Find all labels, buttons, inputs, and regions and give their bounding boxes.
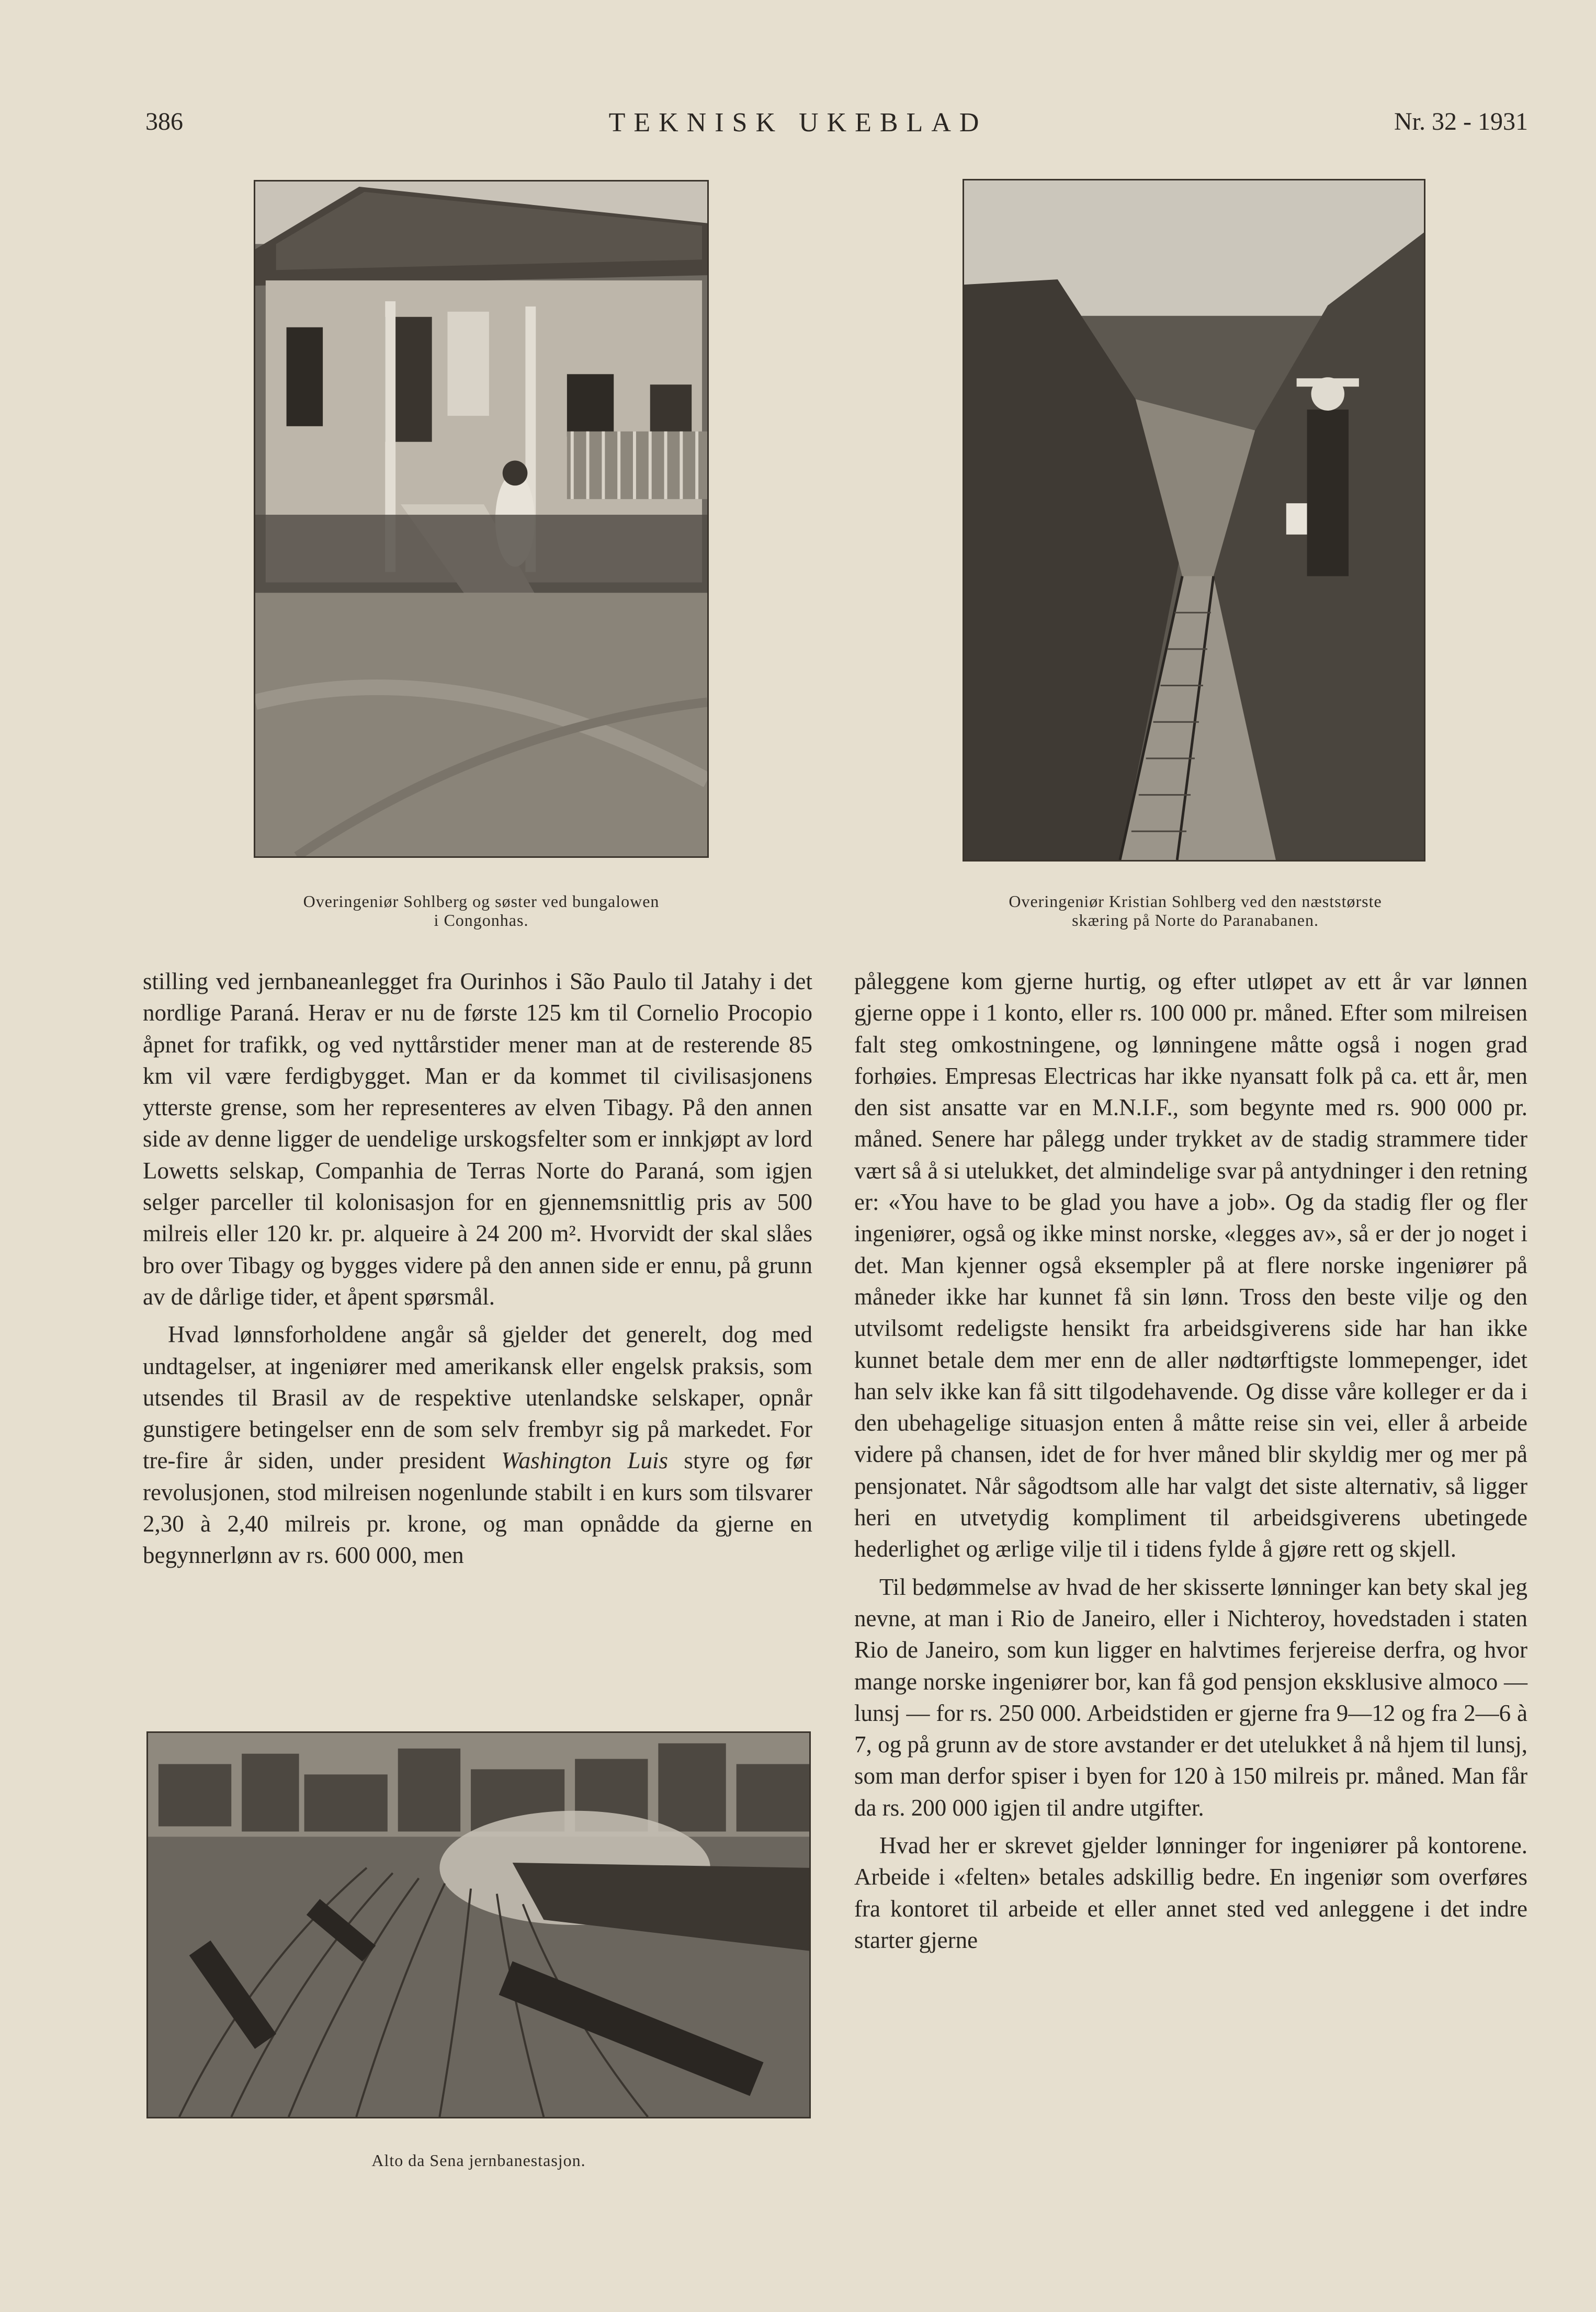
right-text-column [854,966,1527,1956]
caption-railway-station: Alto da Sena jernbanestasjon. [371,2151,586,2170]
running-header [0,107,1596,149]
left-paragraph-2 [143,1319,812,1571]
caption-rock-cutting [931,892,1459,930]
caption-bungalow [230,892,732,930]
issue-label: Nr. 32 - 1931 [1394,108,1528,135]
right-paragraph-3: Hvad her er skrevet gjelder lønninger for ingeniører på kontorene. Arbeide i «felten» betales adskillig bedre. En ingeniør som overføres fra kontoret til arbeide et eller annet sted ved anleggene i det indre starter gjerne [854,1832,1527,1953]
caption-bungalow-line1: Overingeniør Sohlberg og søster ved bungalowen [303,892,660,911]
photo-bungalow [254,180,709,858]
left-text-column [143,966,812,1571]
right-paragraph-2: Til bedømmelse av hvad de her skisserte lønninger kan bety skal jeg nevne, at man i Rio de Janeiro, eller i Nichteroy, hovedstaden i staten Rio de Janeiro, som kun ligger en halvtimes ferjereise derfra, og hvor mange norske ingeniører bor, kan få god pensjon eksklusive almoco — lunsj — for rs. 250 000. Arbeidstiden er gjerne fra 9—12 og fra 2—6 à 7, og på grunn av de store avstander er det utelukket å nå hjem til lunsj, som man derfor spiser i byen for 120 à 150 milreis pr. måned. Man får da rs. 200 000 igjen til andre utgifter. [854,1573,1527,1821]
page-number: 386 [145,108,183,135]
left-paragraph-2-part2: styre og før revolusjonen, stod milreisen nogenlunde stabilt i en kurs som tilsvarer 2,30 à 2,40 milreis pr. krone, og man opnådde da gjerne en begynnerlønn av rs. 600 000, men [143,1447,812,1569]
right-paragraph-1: påleggene kom gjerne hurtig, og efter utløpet av ett år var lønnen gjerne oppe i 1 konto, eller rs. 100 000 pr. måned. Efter som milreisen falt steg omkostningene, og lønningene måtte også i nogen grad forhøies. Empresas Electricas har ikke nyansatt folk på ca. ett år, men den sist ansatte var en M.N.I.F., som begynte med rs. 900 000 pr. måned. Senere har pålegg under trykket av de stadig strammere tider vært så å si utelukket, det almindelige svar på antydninger i den retning er: «You have to be glad you have a job». Og da stadig fler og fler ingeniører, også og ikke minst norske, «legges av», så er der jo noget i det. Man kjenner også eksempler på at flere norske ingeniører på måneder ikke har kunnet få sin lønn. Tross den beste vilje og den utvilsomt redeligste hensikt fra arbeidsgiverens side har han ikke kunnet betale dem mer enn de aller nødtørftigste lommepenger, idet han selv ikke kan få sitt tilgodehavende. Og disse våre kolleger er da i den ubehagelige situasjon enten å måtte reise sin vei, eller å arbeide videre på chansen, idet de for hver måned blir skyldig mer og mer på pensjonatet. Når sågodtsom alle har valgt det siste alternativ, så ligger heri en utvetydig kompliment til arbeidsgiverens ubetingede hederlighet og ærlige vilje til i tidens fylde å gjøre rett og skjell. [854,968,1527,1562]
left-paragraph-2-part1: Hvad lønnsforholdene angår så gjelder det generelt, dog med undtagelser, at ingeniører med amerikansk eller engelsk praksis, som utsendes til Brasil av de respektive utenlandske selskaper, opnår gunstigere betingelser enn de som selv frembyr sig på markedet. For tre-fire år siden, under president [143,1321,812,1474]
caption-rock-cutting-line1: Overingeniør Kristian Sohlberg ved den næststørste [1009,892,1382,911]
photo-rock-cutting [963,179,1425,862]
caption-bungalow-line2: i Congonhas. [434,911,529,930]
left-paragraph-1: stilling ved jernbaneanlegget fra Ourinhos i São Paulo til Jatahy i det nordlige Paraná. Herav er nu de første 125 km til Cornelio Procopio åpnet for trafikk, og ved nyttårstider mener man at de resterende 85 km vil være ferdigbygget. Man er da kommet til civilisasjonens ytterste grense, som her representeres av elven Tibagy. På den annen side av denne ligger de uendelige urskogsfelter som er innkjøpt av lord Lowetts selskap, Companhia de Terras Norte do Paraná, som igjen selger parceller til kolonisasjon for en gjennemsnittlig pris av 500 milreis eller 120 kr. pr. alqueire à 24 200 m². Hvorvidt der skal slåes bro over Tibagy og bygges videre på den annen side er ennu, på grunn av de dårlige tider, et åpent spørsmål. [143,968,812,1310]
president-name: Washington Luis [501,1447,668,1474]
journal-title: TEKNISK UKEBLAD [608,108,988,138]
photo-railway-station [146,1731,811,2118]
caption-rock-cutting-line2: skæring på Norte do Paranabanen. [1072,911,1319,930]
